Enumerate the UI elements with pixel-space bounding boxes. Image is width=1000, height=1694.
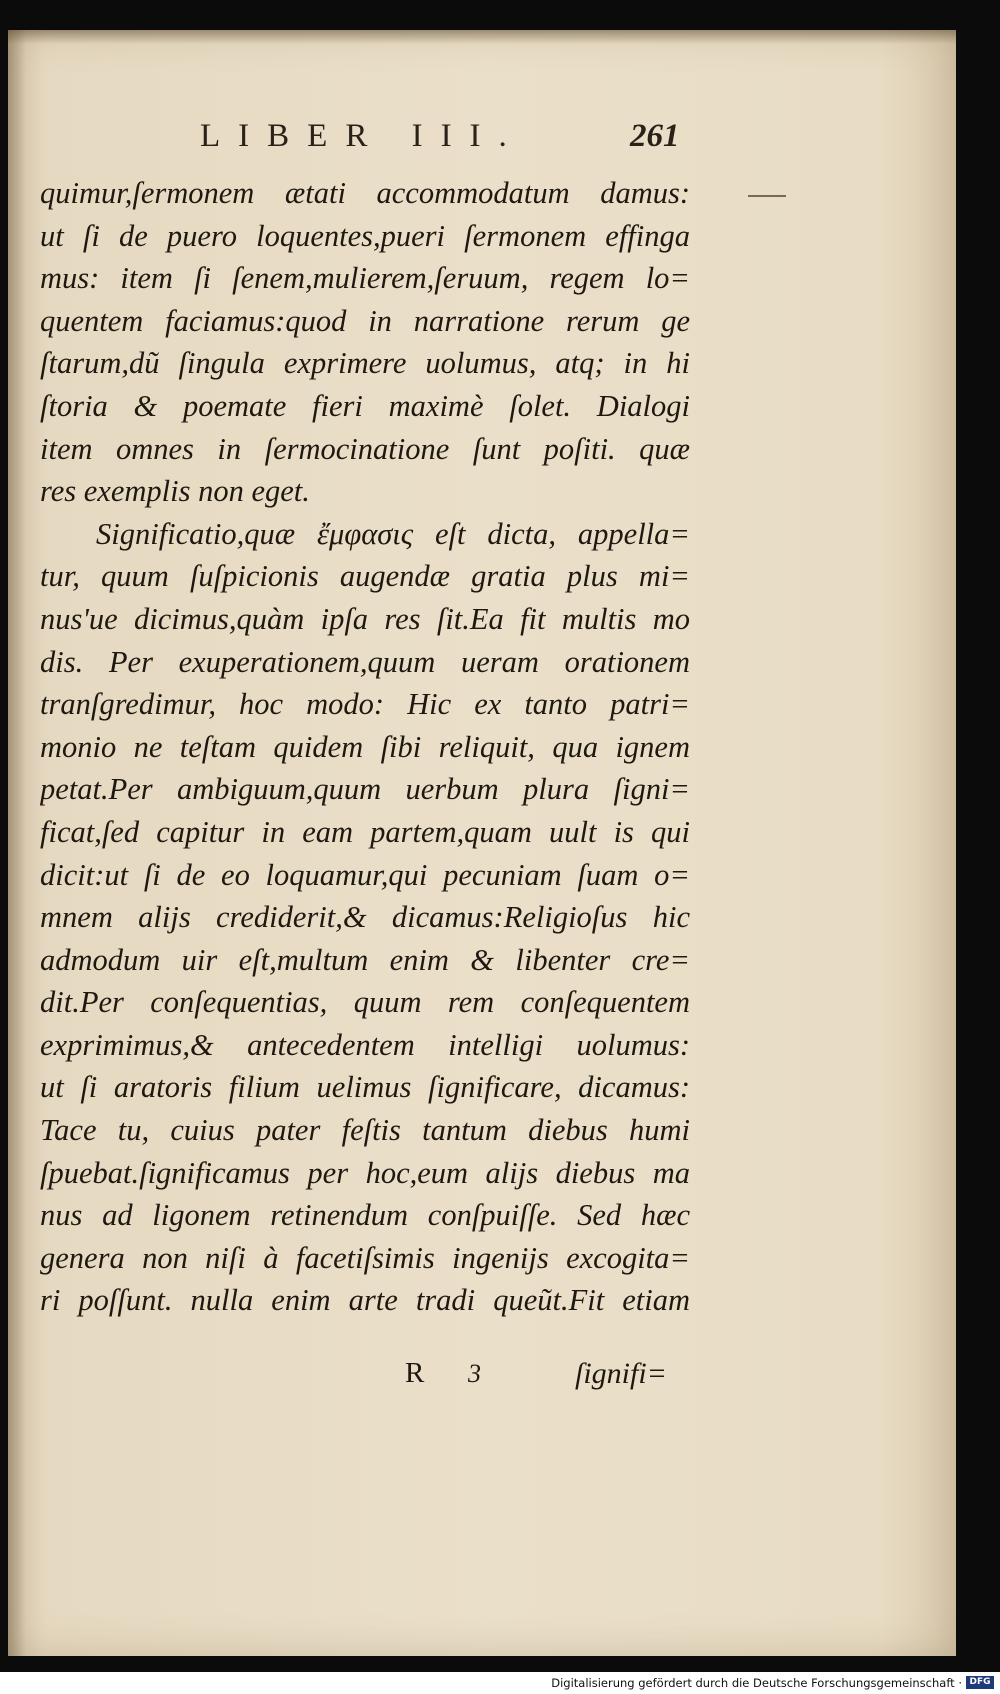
text-line: ſtarum,dũ ſingula exprimere uolumus, atq; in hi: [40, 346, 690, 381]
dfg-logo-icon[interactable]: DFG: [966, 1676, 994, 1689]
margin-mark: [748, 195, 786, 197]
text-line: ut ſi aratoris filium uelimus ſignificare, dicamus:: [40, 1070, 690, 1105]
text-line: monio ne teſtam quidem ſibi reliquit, qua ignem: [40, 729, 690, 764]
text-line: petat.Per ambiguum,quum uerbum plura ſigni=: [40, 772, 690, 807]
text-line: ficat,ſed capitur in eam partem,quam uult is qui: [40, 814, 690, 849]
text-line: ri poſſunt. nulla enim arte tradi queũt.Fit etiam: [40, 1283, 690, 1318]
text-line: admodum uir eſt,multum enim & libenter cre=: [40, 942, 690, 977]
digitization-credit: Digitalisierung gefördert durch die Deutsche Forschungsgemeinschaft ·: [551, 1676, 962, 1690]
text-line: tur, quum ſuſpicionis augendæ gratia plus mi=: [40, 559, 690, 594]
text-line: nus ad ligonem retinendum conſpuiſſe. Sed hæc: [40, 1198, 690, 1233]
text-line: exprimimus,& antecedentem intelligi uolumus:: [40, 1027, 690, 1062]
text-line: ſpuebat.ſignificamus per hoc,eum alijs diebus ma: [40, 1155, 690, 1190]
digitization-footer: [0, 1672, 1000, 1694]
signature-number: 3: [468, 1359, 481, 1388]
text-line: res exemplis non eget.: [40, 474, 310, 509]
catchword: ſignifi=: [575, 1357, 667, 1390]
text-line: Significatio,quæ ἔμφασις eſt dicta, appella=: [96, 516, 690, 551]
signature-mark: R: [405, 1357, 425, 1389]
text-line: quimur,ſermonem ætati accommodatum damus:: [40, 176, 690, 210]
page-footer-marks: [40, 1357, 690, 1399]
text-line: dicit:ut ſi de eo loquamur,qui pecuniam ſuam o=: [40, 857, 690, 892]
text-line: ſtoria & poemate fieri maximè ſolet. Dialogi: [40, 388, 690, 423]
text-line: mnem alijs crediderit,& dicamus:Religioſus hic: [40, 900, 690, 935]
text-line: nus'ue dicimus,quàm ipſa res ſit.Ea fit multis mo: [40, 601, 690, 636]
text-line: quentem faciamus:quod in narratione rerum ge: [40, 303, 690, 338]
folio-number: 261: [630, 118, 680, 154]
text-line: mus: item ſi ſenem,mulierem,ſeruum, regem lo=: [40, 261, 690, 296]
text-line: dit.Per conſequentias, quum rem conſequentem: [40, 985, 690, 1020]
running-head: LIBER III.: [200, 118, 525, 154]
text-line: dis. Per exuperationem,quum ueram orationem: [40, 644, 690, 679]
text-line: Tace tu, cuius pater feſtis tantum diebus humi: [40, 1113, 690, 1148]
body-text: [40, 172, 690, 1322]
binding-shadow: [8, 30, 26, 1656]
text-line: ut ſi de puero loquentes,pueri ſermonem effinga: [40, 218, 690, 253]
text-line: tranſgredimur, hoc modo: Hic ex tanto patri=: [40, 687, 690, 722]
text-line: item omnes in ſermocinatione ſunt poſiti. quæ: [40, 431, 690, 466]
page-top-shadow: [8, 30, 956, 44]
text-line: genera non niſi à facetiſsimis ingenijs excogita=: [40, 1240, 690, 1275]
